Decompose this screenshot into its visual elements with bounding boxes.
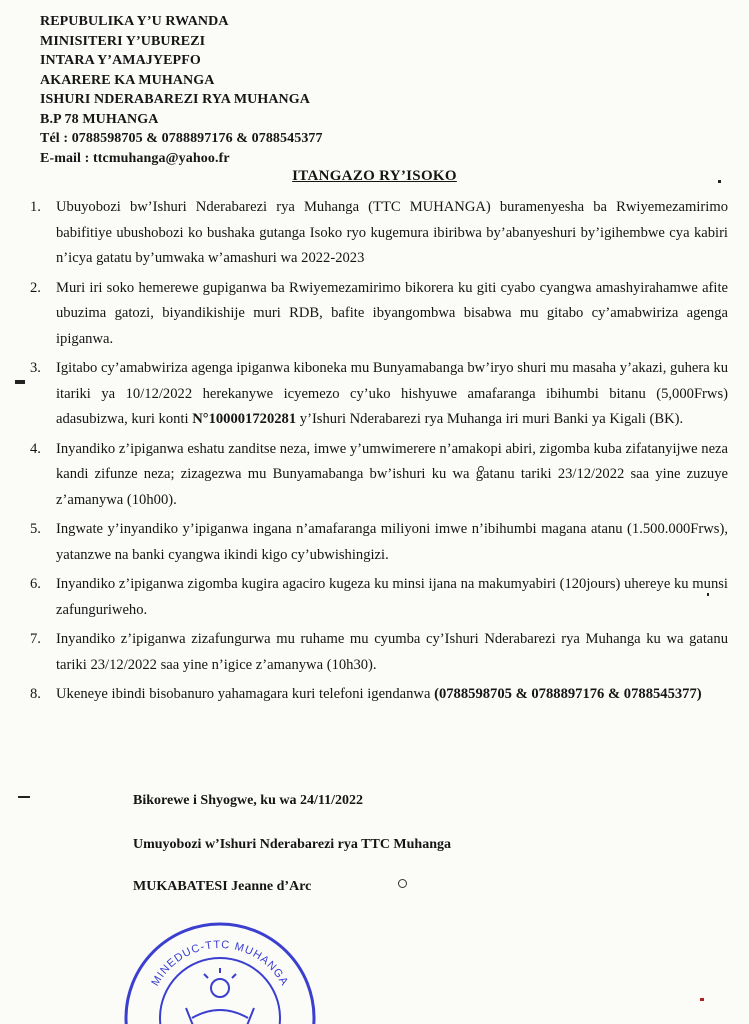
- letterhead-ministry: MINISITERI Y’UBUREZI: [40, 33, 206, 49]
- item-text: Ukeneye ibindi bisobanuro yahamagara kuri telefoni igendanwa: [56, 686, 435, 702]
- letterhead-province: INTARA Y’AMAJYEPFO: [40, 53, 201, 68]
- letterhead-phone: Tél : 0788598705 & 0788897176 & 0788545377: [40, 131, 323, 146]
- item-text-continued: y’Ishuri Nderabarezi rya Muhanga iri muri Banki ya Kigali (BK).: [296, 411, 684, 427]
- scan-mark-dot: [707, 593, 709, 596]
- item-text: Inyandiko z’ipiganwa zigomba kugira agaciro kugeza ku minsi ijana na makumyabiri (120jours) uhereye ku munsi zafunguriweho.: [56, 576, 728, 618]
- item-number: 1.: [30, 199, 41, 215]
- item-number: 5.: [30, 521, 41, 537]
- item-number: 8.: [30, 686, 41, 702]
- item-text: Inyandiko z’ipiganwa eshatu zanditse neza, imwe y’umwimerere n’amakopi abiri, zigomba kuba zifatanyijwe neza kandi zifunze neza; zizagezwa mu Bunyamabanga bw’ishuri ku wa gatanu tariki 23/12/2022 saa yine zuzuye z’amanywa (10h00).: [56, 440, 728, 508]
- scan-mark-ring: [398, 879, 407, 888]
- scan-mark-ring: [478, 466, 484, 472]
- item-number: 4.: [30, 440, 41, 457]
- scan-mark-dot: [718, 180, 721, 183]
- item-number: 6.: [30, 576, 41, 592]
- notice-item-1: [30, 195, 728, 272]
- notice-item-6: [30, 572, 728, 623]
- signatory-role: Umuyobozi w’Ishuri Nderabarezi rya TTC Muhanga: [133, 837, 452, 852]
- notice-item-3: [30, 356, 728, 433]
- notice-items: [30, 195, 728, 712]
- letterhead-school: ISHURI NDERABAREZI RYA MUHANGA: [40, 92, 310, 107]
- item-number: 3.: [30, 360, 41, 376]
- scan-mark-dot: [700, 998, 704, 1001]
- letterhead-country: REPUBULIKA Y’U RWANDA: [40, 14, 229, 29]
- stamp-text: MINEDUC-TTC MUHANGA: [149, 938, 291, 989]
- item-number: 7.: [30, 631, 41, 647]
- scan-mark-speck: [15, 380, 25, 384]
- item-number: 2.: [30, 279, 41, 296]
- scan-mark-dash: [18, 796, 30, 798]
- official-stamp: [120, 918, 320, 1024]
- document-title: ITANGAZO RY’ISOKO: [292, 168, 457, 184]
- notice-item-5: [30, 517, 728, 568]
- notice-item-2: [30, 276, 728, 353]
- item-text: Muri iri soko hemerewe gupiganwa ba Rwiyemezamirimo bikorera ku giti cyabo cyangwa amashyirahamwe afite ubuzima gatozi, biyandikishije muri RDB, bafite ibyangombwa bisabwa mu gitabo cy’amabwiriza agenga ipiganwa.: [56, 279, 728, 347]
- svg-text:MINEDUC-TTC MUHANGA: [149, 939, 290, 988]
- letterhead-district: AKARERE KA MUHANGA: [40, 72, 215, 88]
- signatory-name: MUKABATESI Jeanne d’Arc: [133, 879, 312, 894]
- item-text: Inyandiko z’ipiganwa zizafungurwa mu ruhame mu cyumba cy’Ishuri Nderabarezi rya Muhanga ku wa gatanu tariki 23/12/2022 saa yine n’igice z’amanywa (10h30).: [56, 631, 728, 673]
- letterhead-email: E-mail : ttcmuhanga@yahoo.fr: [40, 150, 230, 166]
- place-and-date: Bikorewe i Shyogwe, ku wa 24/11/2022: [133, 793, 363, 808]
- letterhead-po-box: B.P 78 MUHANGA: [40, 111, 159, 127]
- notice-item-7: [30, 627, 728, 678]
- notice-item-8: [30, 682, 728, 708]
- letterhead: [40, 12, 323, 168]
- item-text: Ubuyobozi bw’Ishuri Nderabarezi rya Muhanga (TTC MUHANGA) buramenyesha ba Rwiyemezamirimo babifitiye ubushobozi ko bushaka gutanga Isoko ryo kugemura ibiribwa by’abanyeshuri by’igihembwe cya kabiri n’icya gatatu by’umwaka w’amashuri wa 2022-2023: [56, 199, 728, 266]
- stamp-emblem: [186, 968, 254, 1024]
- notice-item-4: [30, 437, 728, 514]
- bank-account-number: N°100001720281: [192, 411, 297, 427]
- item-text: Igitabo cy’amabwiriza agenga ipiganwa kiboneka mu Bunyamabanga bw’iryo shuri mu masaha y’akazi, guhera ku itariki ya 10/12/2022 herekanywe icyemezo cy’uko hishyuwe amafaranga ibihumbi bitanu (5,000Frws) adasubizwa, kuri konti: [56, 360, 728, 427]
- contact-phones: (0788598705 & 0788897176 & 0788545377): [434, 686, 702, 702]
- item-text: Ingwate y’inyandiko y’ipiganwa ingana n’amafaranga miliyoni imwe n’ibihumbi magana atanu (1.500.000Frws), yatanzwe na banki cyangwa ikindi kigo cy’ubwishingizi.: [56, 521, 728, 563]
